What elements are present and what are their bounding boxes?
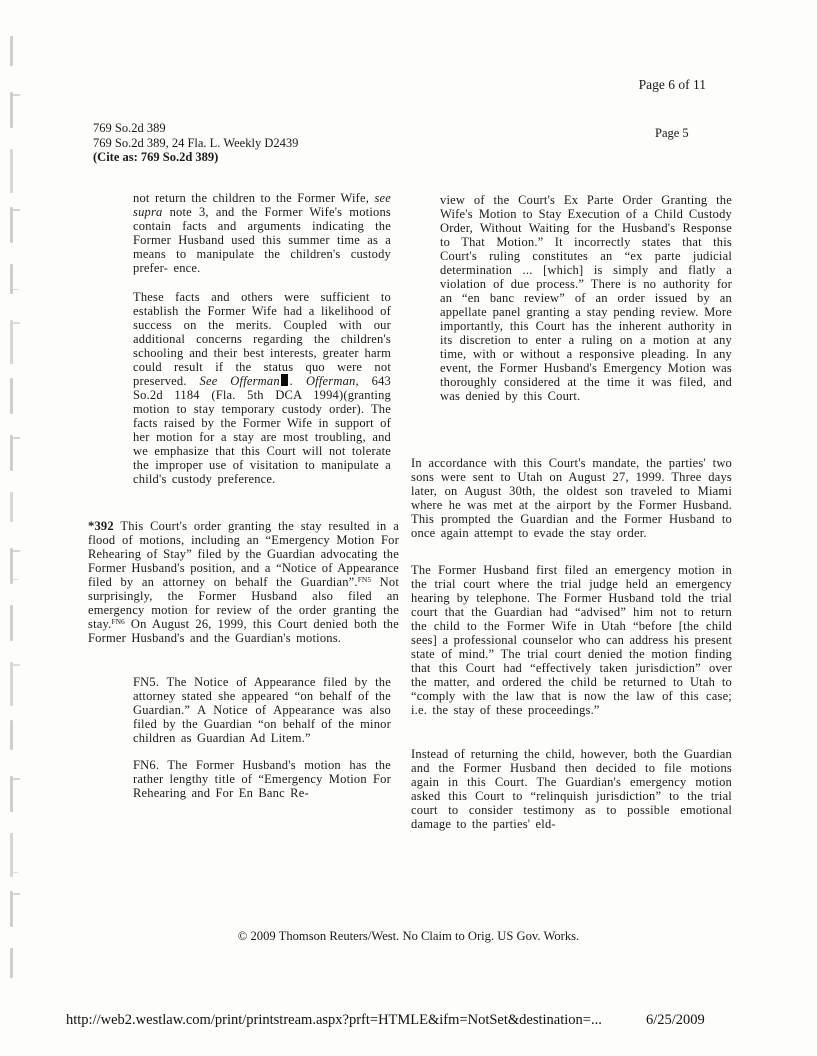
- scan-artifact-mark: [10, 320, 13, 364]
- citation-line-2: 769 So.2d 389, 24 Fla. L. Weekly D2439: [93, 135, 299, 150]
- scan-artifact-mark: [10, 891, 13, 927]
- scan-artifact-mark: [10, 92, 13, 128]
- scan-artifact-mark: [10, 207, 13, 243]
- opinion-paragraph-emergency-motion: The Former Husband first filed an emergency motion in the trial court where the trial judge held an emergency hearing by telephone. The Former Husband told the trial court that the Guardian had “advised” him not to return the child to the Former Wife in Utah “before [the child sees] a professional counselor who can address his present state of mind.” The trial court denied the motion finding that this Court had “effectively taken jurisdiction” over the matter, and ordered the child be returned to Utah to “comply with the law that is now the law of this case; i.e. the stay of these proceedings.”: [411, 563, 732, 717]
- opinion-paragraph-mandate: In accordance with this Court's mandate, the parties' two sons were sent to Utah on August 27, 1999. Three days later, on August 30th, the oldest son traveled to Miami where he was met at the airport by the Former Husband. This prompted the Guardian and the Former Husband to once again attempt to evade the stay order.: [411, 456, 732, 540]
- paragraph-text: Not surprisingly, the Former Husband also filed an emergency motion for review of the order granting the stay.: [88, 575, 399, 631]
- scan-artifact-mark: [10, 720, 13, 750]
- paragraph-text: note 3, and the Former Wife's motions contain facts and arguments indicating the Former Husband used this summer time as a means to manipulate the children's custody prefer- ence.: [133, 205, 391, 275]
- scan-artifact-mark: [10, 378, 13, 414]
- paragraph-text: not return the children to the Former Wife,: [133, 191, 375, 205]
- footnote-fn6-continuation: view of the Court's Ex Parte Order Granting the Wife's Motion to Stay Execution of a Child Custody Order, Without Waiting for the Husband's Response to That Motion.” It incorrectly states that this Court's ruling constitutes an “ex parte judicial determination ... [which] is simply and flatly a violation of due process.” There is no authority for an “en banc review” of an order issued by an appellate panel granting a stay pending review. More importantly, this Court has the inherent authority in its discretion to enter a ruling on a motion at any time, with or without a responsive pleading. In any event, the Former Husband's Emergency Motion was thoroughly considered at the time it was filed, and was denied by this Court.: [440, 193, 732, 403]
- citation-block: [93, 121, 298, 165]
- opinion-paragraph-quote-1: [133, 191, 391, 275]
- case-citation: See Offerman: [199, 374, 280, 388]
- scan-artifact-mark: [10, 948, 13, 978]
- footnote-ref-fn6: FN6: [111, 617, 125, 626]
- scan-artifact-mark: [10, 776, 13, 812]
- document-page-number: Page 5: [655, 126, 689, 140]
- paragraph-text: 643 So.2d 1184 (Fla. 5th DCA 1994)(granting motion to stay temporary custody order). The facts raised by the Former Wife in support of her motion for a stay are most troubling, and we emphasize that this Court will not tolerate the improper use of visitation to manipulate a child's custody preference.: [133, 374, 391, 486]
- paragraph-text: This Court's order granting the stay resulted in a flood of motions, including an “Emergency Motion For Rehearing of Stay” filed by the Guardian advocating the Former Husband's position, and a “Notice of Appearance filed by an attorney on behalf the Guardian”.: [88, 519, 399, 589]
- citation-line-cite-as: (Cite as: 769 So.2d 389): [93, 150, 219, 165]
- print-date: 6/25/2009: [646, 1012, 705, 1028]
- paragraph-text: On August 26, 1999, this Court denied both the Former Husband's and the Guardian's motions.: [88, 617, 399, 645]
- case-citation: . Offerman,: [289, 374, 359, 388]
- footnote-fn6: FN6. The Former Husband's motion has the rather lengthy title of “Emergency Motion For Rehearing and For En Banc Re-: [133, 758, 391, 800]
- scan-artifact-mark: [10, 492, 13, 522]
- star-page-pin-cite: *392: [88, 519, 114, 533]
- see-supra-citation: see supra: [133, 191, 391, 219]
- copyright-footer: © 2009 Thomson Reuters/West. No Claim to Orig. US Gov. Works.: [237, 929, 580, 943]
- print-source-url: http://web2.westlaw.com/print/printstream.aspx?prft=HTMLE&ifm=NotSet&destination=...: [66, 1012, 602, 1028]
- scan-artifact-mark: [10, 264, 13, 294]
- scan-artifact-mark: [10, 605, 13, 641]
- opinion-paragraph-instead: Instead of returning the child, however, both the Guardian and the Former Husband then decided to file motions again in this Court. The Guardian's emergency motion asked this Court to “relinquish jurisdiction” to the trial court to consider testimony as to possible emotional damage to the parties' eld-: [411, 747, 732, 831]
- opinion-paragraph-392: [88, 519, 399, 645]
- footnote-ref-fn5: FN5: [357, 575, 372, 584]
- scan-edge-artifacts: [10, 36, 26, 1046]
- scan-artifact-mark: [10, 36, 13, 66]
- sheet-page-number: Page 6 of 11: [638, 77, 706, 92]
- opinion-paragraph-quote-2: [133, 290, 391, 486]
- scan-artifact-mark: [10, 149, 13, 193]
- paragraph-text: These facts and others were sufficient to establish the Former Wife had a likelihood of success on the merits. Coupled with our additional concerns regarding the children's schooling and their best interests, greater harm could result if the status quo were not preserved.: [133, 290, 391, 388]
- scan-artifact-mark: [10, 662, 13, 706]
- citation-line-1: 769 So.2d 389: [93, 121, 166, 135]
- footnote-fn5: FN5. The Notice of Appearance filed by the attorney stated she appeared “on behalf of the Guardian.” A Notice of Appearance was also filed by the Guardian “on behalf of the minor children as Guardian Ad Litem.”: [133, 675, 391, 745]
- scan-artifact-mark: [10, 833, 13, 877]
- scan-ink-mark: [281, 374, 288, 386]
- scan-artifact-mark: [10, 548, 13, 584]
- scan-artifact-mark: [10, 435, 13, 471]
